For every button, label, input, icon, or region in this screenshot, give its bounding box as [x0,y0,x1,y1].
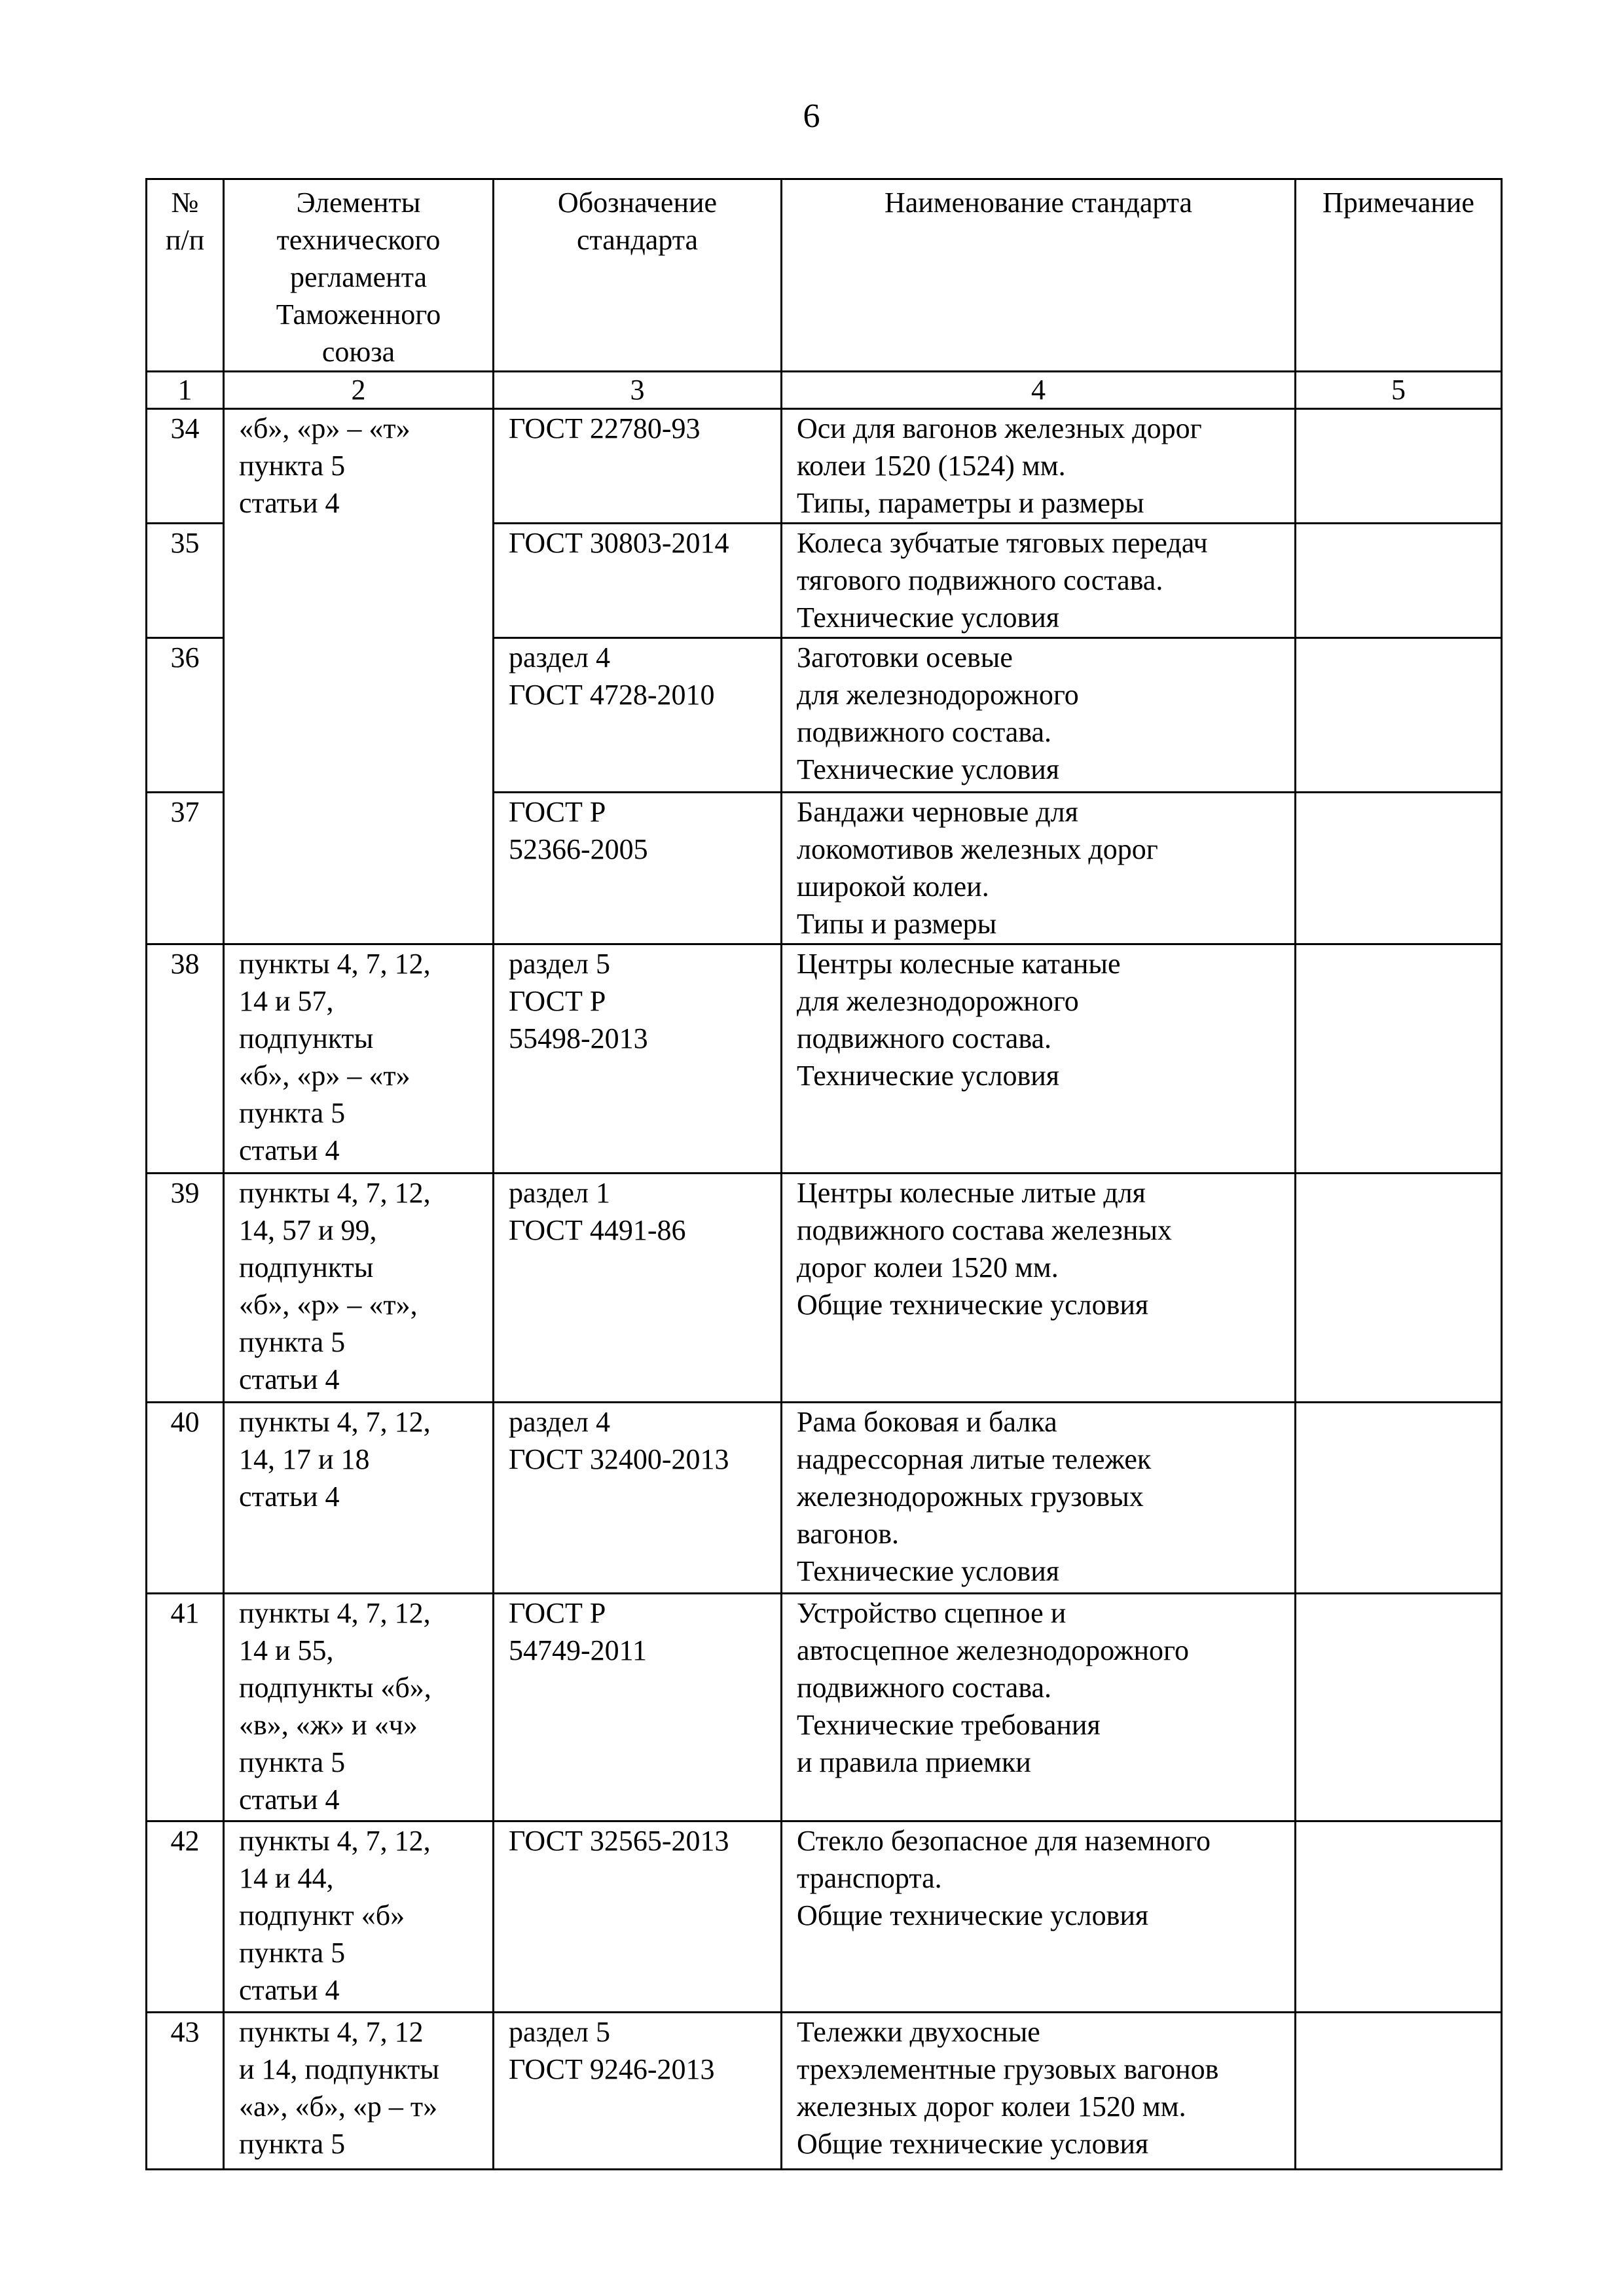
row-standard-name: Стекло безопасное для наземного транспорта. Общие технические условия [782,1821,1296,2013]
row-number: 34 [147,409,224,524]
page-number: 6 [803,98,820,135]
row-elements: «б», «р» – «т» пункта 5 статьи 4 [224,409,494,944]
table-row [147,2013,1502,2170]
row-note [1296,1174,1502,1403]
row-designation: ГОСТ 22780-93 [494,409,782,524]
row-elements: пункты 4, 7, 12, 14 и 57, подпункты «б», «р» – «т» пункта 5 статьи 4 [224,944,494,1174]
row-standard-name: Центры колесные литые для подвижного состава железных дорог колеи 1520 мм. Общие технические условия [782,1174,1296,1403]
row-standard-name: Центры колесные катаные для железнодорожного подвижного состава. Технические условия [782,944,1296,1174]
row-designation: раздел 4 ГОСТ 4728-2010 [494,638,782,793]
row-number: 36 [147,638,224,793]
row-note [1296,638,1502,793]
row-standard-name: Заготовки осевые для железнодорожного подвижного состава. Технические условия [782,638,1296,793]
column-number: 1 [147,372,224,409]
row-number: 37 [147,793,224,944]
row-designation: ГОСТ Р 54749-2011 [494,1594,782,1821]
row-designation: ГОСТ Р 52366-2005 [494,793,782,944]
row-note [1296,2013,1502,2170]
row-note [1296,1594,1502,1821]
row-elements: пункты 4, 7, 12, 14, 57 и 99, подпункты «б», «р» – «т», пункта 5 статьи 4 [224,1174,494,1403]
row-number: 43 [147,2013,224,2170]
row-designation: раздел 5 ГОСТ 9246-2013 [494,2013,782,2170]
table-row [147,1821,1502,2013]
row-number: 39 [147,1174,224,1403]
column-number: 2 [224,372,494,409]
header-number: № п/п [147,179,224,372]
row-elements: пункты 4, 7, 12, 14 и 44, подпункт «б» пункта 5 статьи 4 [224,1821,494,2013]
row-standard-name: Колеса зубчатые тяговых передач тягового подвижного состава. Технические условия [782,524,1296,638]
row-elements: пункты 4, 7, 12, 14 и 55, подпункты «б», «в», «ж» и «ч» пункта 5 статьи 4 [224,1594,494,1821]
row-number: 35 [147,524,224,638]
row-note [1296,944,1502,1174]
row-elements: пункты 4, 7, 12, 14, 17 и 18 статьи 4 [224,1403,494,1594]
row-number: 41 [147,1594,224,1821]
row-note [1296,793,1502,944]
column-number-row [147,372,1502,409]
header-elements: Элементы технического регламента Таможенного союза [224,179,494,372]
table-row [147,944,1502,1174]
column-number: 4 [782,372,1296,409]
header-standard-name: Наименование стандарта [782,179,1296,372]
row-note [1296,1821,1502,2013]
row-number: 40 [147,1403,224,1594]
row-note [1296,1403,1502,1594]
row-number: 38 [147,944,224,1174]
row-designation: ГОСТ 32565-2013 [494,1821,782,2013]
row-number: 42 [147,1821,224,2013]
table-row [147,1174,1502,1403]
table-header-row [147,179,1502,372]
row-designation: раздел 4 ГОСТ 32400-2013 [494,1403,782,1594]
row-note [1296,524,1502,638]
table-row [147,1594,1502,1821]
row-designation: раздел 1 ГОСТ 4491-86 [494,1174,782,1403]
row-note [1296,409,1502,524]
row-standard-name: Оси для вагонов железных дорог колеи 1520 (1524) мм. Типы, параметры и размеры [782,409,1296,524]
standards-table [145,178,1503,2170]
table-row [147,1403,1502,1594]
row-standard-name: Рама боковая и балка надрессорная литые тележек железнодорожных грузовых вагонов. Технические условия [782,1403,1296,1594]
table-row [147,409,1502,524]
row-standard-name: Устройство сцепное и автосцепное железнодорожного подвижного состава. Технические требования и правила приемки [782,1594,1296,1821]
row-designation: раздел 5 ГОСТ Р 55498-2013 [494,944,782,1174]
header-designation: Обозначение стандарта [494,179,782,372]
row-designation: ГОСТ 30803-2014 [494,524,782,638]
row-standard-name: Тележки двухосные трехэлементные грузовых вагонов железных дорог колеи 1520 мм. Общие технические условия [782,2013,1296,2170]
header-note: Примечание [1296,179,1502,372]
column-number: 5 [1296,372,1502,409]
row-standard-name: Бандажи черновые для локомотивов железных дорог широкой колеи. Типы и размеры [782,793,1296,944]
row-elements: пункты 4, 7, 12 и 14, подпункты «а», «б», «р – т» пункта 5 [224,2013,494,2170]
column-number: 3 [494,372,782,409]
